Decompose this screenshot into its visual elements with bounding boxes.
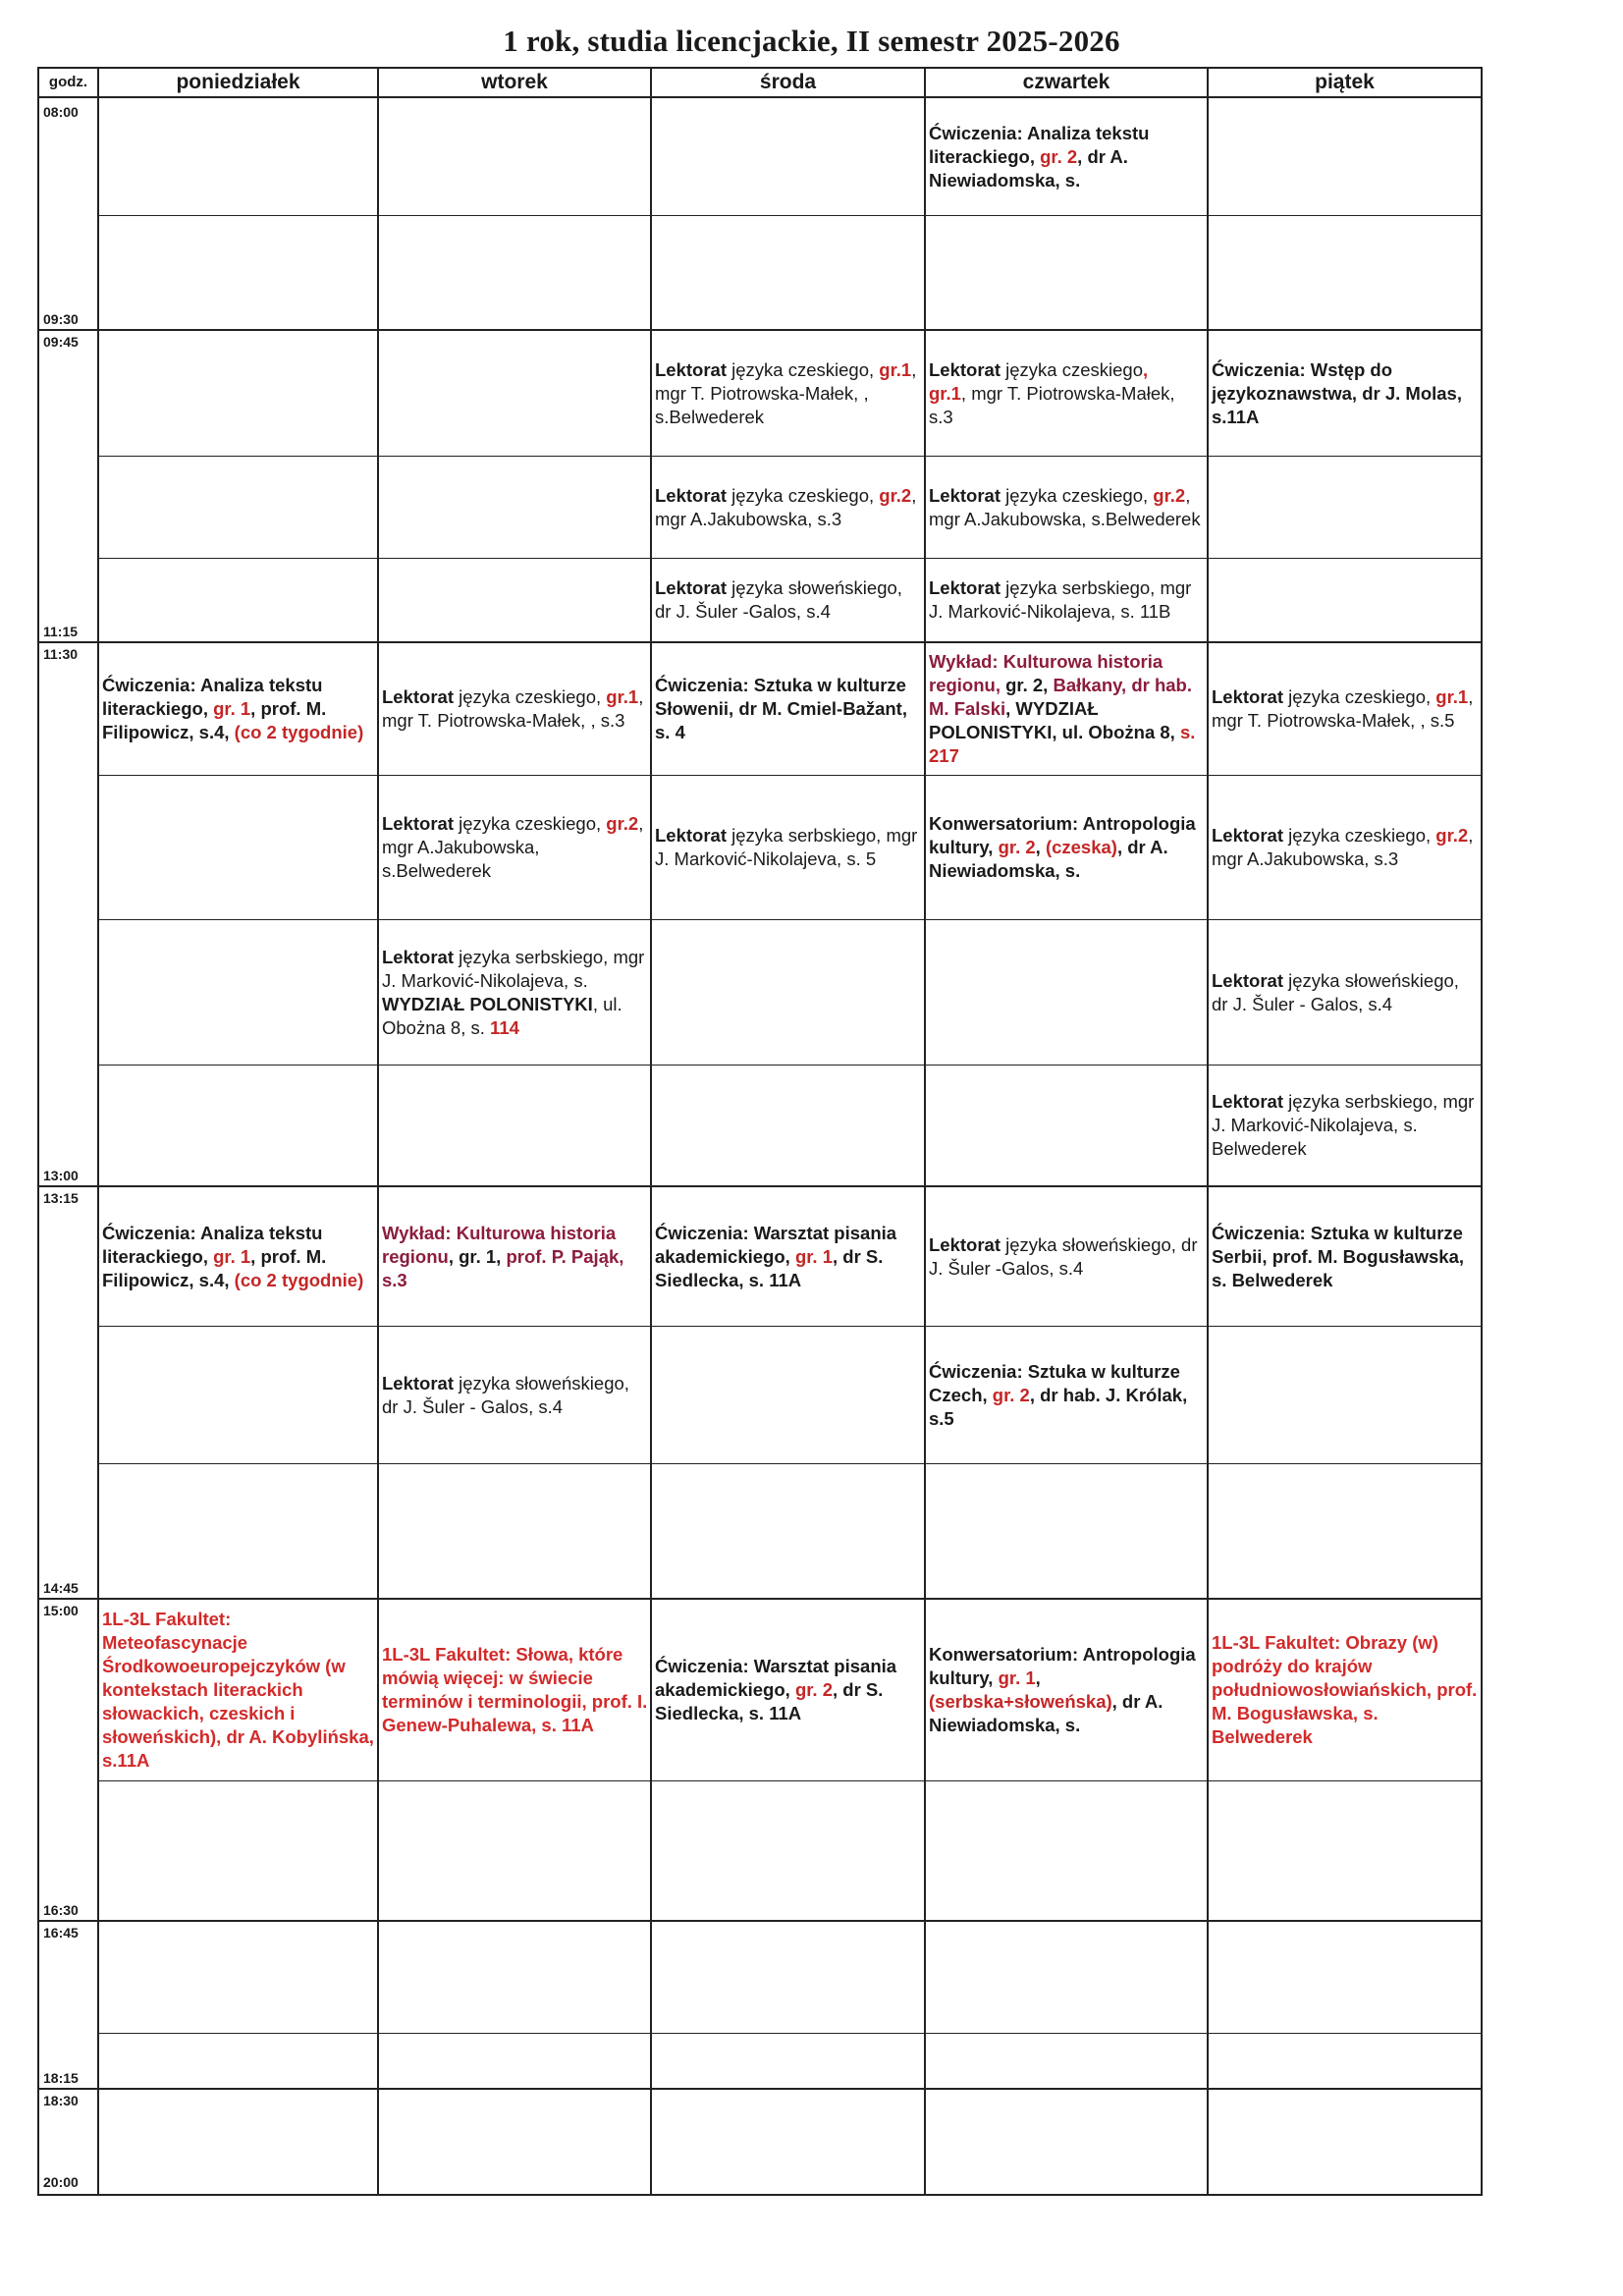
day-header-thursday: czwartek — [1022, 71, 1110, 93]
class-cell: Lektorat języka serbskiego, mgr J. Marković-Nikolajeva, s. 5 — [655, 825, 918, 869]
day-header-monday: poniedziałek — [176, 71, 300, 93]
day-header-wednesday: środa — [759, 71, 817, 93]
class-cell: Lektorat języka słoweńskiego, dr J. Šuler -Galos, s.4 — [929, 1233, 1198, 1279]
time-label: 18:30 — [43, 2093, 79, 2108]
time-label: 13:00 — [43, 1168, 79, 1183]
time-label: 08:00 — [43, 104, 79, 120]
class-cell: Lektorat języka czeskiego, gr.1, mgr T. Piotrowska-Małek, s.3 — [929, 358, 1175, 427]
class-cell: Konwersatorium: Antropologia kultury, gr. 1, (serbska+słoweńska), dr A. Niewiadomska, s. — [929, 1644, 1196, 1735]
class-cell: Lektorat języka czeskiego, gr.1, mgr T. Piotrowska-Małek, , s.3 — [382, 686, 644, 731]
time-label: 09:45 — [43, 334, 79, 350]
class-cell: Lektorat języka słoweńskiego, dr J. Šuler - Galos, s.4 — [382, 1372, 629, 1417]
class-cell: Konwersatorium: Antropologia kultury, gr. 2, (czeska), dr A. Niewiadomska, s. — [929, 813, 1196, 881]
class-cell: Ćwiczenia: Analiza tekstu literackiego, gr. 1, prof. M. Filipowicz, s.4, (co 2 tygodnie) — [102, 1222, 364, 1290]
day-header-friday: piątek — [1315, 71, 1375, 93]
time-label: 09:30 — [43, 311, 79, 327]
time-label: 16:45 — [43, 1925, 79, 1941]
time-label: 16:30 — [43, 1902, 79, 1918]
class-cell: Ćwiczenia: Sztuka w kulturze Czech, gr. 2, dr hab. J. Królak, s.5 — [929, 1360, 1188, 1429]
time-label: 20:00 — [43, 2174, 79, 2190]
class-cell: Ćwiczenia: Sztuka w kulturze Serbii, prof. M. Bogusławska, s. Belwederek — [1212, 1222, 1464, 1290]
elective-cell: 1L-3L Fakultet: Meteofascynacje Środkowoeuropejczyków (w kontekstach literackich słowackich, czeskich i słoweńskich), dr A. Kobylińska, s.11A — [102, 1609, 374, 1771]
class-cell: Lektorat języka serbskiego, mgr J. Marković-Nikolajeva, s. WYDZIAŁ POLONISTYKI, ul. Obożna 8, s. 114 — [382, 946, 645, 1038]
class-cell: Lektorat języka czeskiego, gr.1, mgr T. Piotrowska-Małek, , s.5 — [1212, 686, 1474, 731]
time-label: 11:30 — [43, 646, 79, 662]
page-title: 1 rok, studia licencjackie, II semestr 2025-2026 — [503, 24, 1120, 58]
class-cell: Ćwiczenia: Wstęp do językoznawstwa, dr J. Molas, s.11A — [1212, 358, 1462, 427]
class-cell: Ćwiczenia: Sztuka w kulturze Słowenii, dr M. Cmiel-Bažant, s. 4 — [655, 675, 907, 742]
elective-cell: 1L-3L Fakultet: Słowa, które mówią więcej: w świecie terminów i terminologii, prof. I. Genew-Puhalewa, s. 11A — [382, 1644, 648, 1735]
class-cell: Lektorat języka czeskiego, gr.2, mgr A.Jakubowska, s.3 — [1212, 825, 1474, 869]
class-cell: Lektorat języka czeskiego, gr.1, mgr T. Piotrowska-Małek, , s.Belwederek — [655, 358, 917, 427]
class-cell: Lektorat języka czeskiego, gr.2, mgr A.Jakubowska, s.Belwederek — [382, 813, 644, 881]
class-cell: Ćwiczenia: Warsztat pisania akademickiego, gr. 1, dr S. Siedlecka, s. 11A — [655, 1222, 897, 1290]
time-label: 15:00 — [43, 1603, 79, 1618]
class-cell: Lektorat języka serbskiego, mgr J. Marković-Nikolajeva, s. 11B — [929, 577, 1192, 622]
elective-cell: 1L-3L Fakultet: Obrazy (w) podróży do krajów południowosłowiańskich, prof. M. Bogusławska, s. Belwederek — [1212, 1632, 1478, 1747]
time-label: 11:15 — [43, 624, 79, 639]
class-cell: Lektorat języka czeskiego, gr.2, mgr A.Jakubowska, s.3 — [655, 484, 917, 529]
class-cell: Ćwiczenia: Analiza tekstu literackiego, gr. 2, dr A. Niewiadomska, s. — [929, 122, 1150, 191]
class-cell: Lektorat języka słoweńskiego, dr J. Šuler - Galos, s.4 — [1212, 969, 1459, 1014]
class-cell: Ćwiczenia: Warsztat pisania akademickiego, gr. 2, dr S. Siedlecka, s. 11A — [655, 1656, 897, 1723]
class-cell: Lektorat języka serbskiego, mgr J. Marković-Nikolajeva, s. Belwederek — [1212, 1091, 1475, 1159]
day-header-tuesday: wtorek — [481, 71, 548, 93]
class-cell: Ćwiczenia: Analiza tekstu literackiego, gr. 1, prof. M. Filipowicz, s.4, (co 2 tygodnie) — [102, 675, 364, 742]
class-cell: Lektorat języka słoweńskiego, dr J. Šuler -Galos, s.4 — [655, 577, 902, 622]
time-label: 13:15 — [43, 1190, 79, 1206]
time-label: 18:15 — [43, 2070, 79, 2086]
time-label: 14:45 — [43, 1580, 79, 1596]
time-column-header: godz. — [48, 74, 88, 90]
class-cell: Lektorat języka czeskiego, gr.2, mgr A.Jakubowska, s.Belwederek — [929, 484, 1201, 529]
class-cell: Wykład: Kulturowa historia regionu, gr. 1, prof. P. Pająk, s.3 — [382, 1222, 624, 1290]
class-cell: Wykład: Kulturowa historia regionu, gr. 2, Bałkany, dr hab. M. Falski, WYDZIAŁ POLONISTYKI, ul. Obożna 8, s. 217 — [929, 651, 1196, 766]
